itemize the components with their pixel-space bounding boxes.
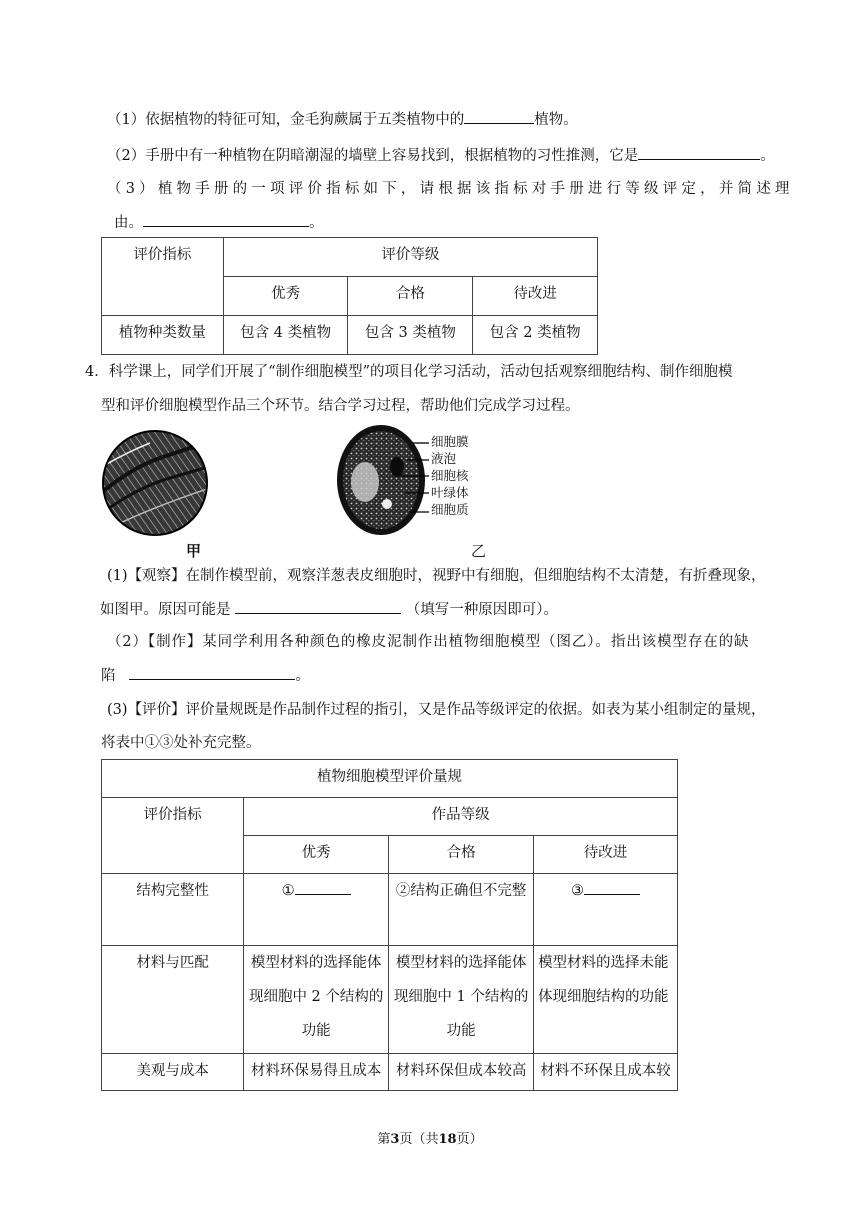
rubric-cell: 材料环保但成本较高 xyxy=(389,1054,534,1091)
rubric-row-label: 美观与成本 xyxy=(102,1054,244,1091)
page-footer: 第3页（共18页） xyxy=(377,1132,483,1147)
q3-grade-excellent: 优秀 xyxy=(223,277,348,316)
page-total: 18 xyxy=(438,1132,457,1147)
rubric-cell: 材料不环保且成本较 xyxy=(534,1054,678,1091)
rubric-level-improve: 待改进 xyxy=(534,836,678,874)
q3-row-label: 植物种类数量 xyxy=(102,316,224,355)
q4-sub2-line1: （2）【制作】某同学利用各种颜色的橡皮泥制作出植物细胞模型（图乙）。指出该模型存在的缺 xyxy=(107,634,750,650)
rubric-level-excellent: 优秀 xyxy=(244,836,389,874)
rubric-cell: 模型材料的选择能体现细胞中 1 个结构的功能 xyxy=(389,946,534,1054)
q3-grade-pass: 合格 xyxy=(348,277,473,316)
q4-sub2-line2: 陷 。 xyxy=(101,665,310,686)
q3-evaluation-table xyxy=(101,237,598,355)
q4-sub1-line1: (1)【观察】在制作模型前，观察洋葱表皮细胞时，视野中有细胞，但细胞结构不太清楚，有折叠现象， xyxy=(107,568,766,584)
q4-sub1-line2: 如图甲。原因可能是 （填写一种原因即可）。 xyxy=(100,599,558,620)
rubric-row-label: 结构完整性 xyxy=(102,874,244,946)
q3-row-value: 包含 2 类植物 xyxy=(473,316,598,355)
rubric-header-level: 作品等级 xyxy=(244,798,678,836)
rubric-cell: 模型材料的选择能体现细胞中 2 个结构的功能 xyxy=(244,946,389,1054)
q3-part2-blank[interactable] xyxy=(638,145,760,160)
q4-sub3-line1: (3)【评价】评价量规既是作品制作过程的指引，又是作品等级评定的依据。如表为某小组制定的量规， xyxy=(107,702,766,718)
q3-part3-line1: （3）植物手册的一项评价指标如下，请根据该指标对手册进行等级评定，并简述理 xyxy=(107,181,794,197)
q3-part1: （1）依据植物的特征可知，金毛狗蕨属于五类植物中的 植物。 xyxy=(107,109,578,130)
q3-header-indicator: 评价指标 xyxy=(102,238,224,316)
onion-epidermis-micrograph xyxy=(100,428,210,538)
q3-grade-improve: 待改进 xyxy=(473,277,598,316)
q4-intro-line2: 型和评价细胞模型作品三个环节。结合学习过程，帮助他们完成学习过程。 xyxy=(101,398,580,414)
rubric-row-label: 材料与匹配 xyxy=(102,946,244,1054)
figure-label-yi: 乙 xyxy=(471,542,487,560)
q3-part2: （2）手册中有一种植物在阴暗潮湿的墙壁上容易找到，根据植物的习性推测，它是 。 xyxy=(107,145,775,166)
q3-row-value: 包含 3 类植物 xyxy=(348,316,473,355)
callout-cytoplasm: 细胞质 xyxy=(431,502,469,517)
callout-nucleus: 细胞核 xyxy=(431,468,469,483)
figure-yi xyxy=(335,422,510,572)
q3-row-value: 包含 4 类植物 xyxy=(223,316,348,355)
q3-part3-line2: 由。 。 xyxy=(114,212,324,233)
rubric-table xyxy=(101,759,678,1091)
callout-chloroplast: 叶绿体 xyxy=(431,485,469,500)
rubric-cell-blank-3: ③ xyxy=(534,874,678,946)
q4-sub2-blank[interactable] xyxy=(129,665,295,680)
figure-jia xyxy=(100,428,210,568)
page-number: 3 xyxy=(390,1132,400,1147)
q4-sub1-blank[interactable] xyxy=(235,599,401,614)
cell-callout-labels xyxy=(431,433,469,518)
rubric-blank-3[interactable] xyxy=(584,880,640,895)
q4-sub3-line2: 将表中①③处补充完整。 xyxy=(101,735,261,751)
figure-label-jia: 甲 xyxy=(186,542,202,560)
rubric-cell: 材料环保易得且成本 xyxy=(244,1054,389,1091)
q4-intro-line1: 4．科学课上，同学们开展了“制作细胞模型”的项目化学习活动，活动包括观察细胞结构、制作细胞模 xyxy=(85,364,733,380)
rubric-cell: 模型材料的选择未能体现细胞结构的功能 xyxy=(534,946,678,1054)
rubric-blank-1[interactable] xyxy=(295,880,351,895)
plant-cell-model-photo xyxy=(335,422,510,542)
callout-vacuole: 液泡 xyxy=(431,451,457,466)
q3-part1-blank[interactable] xyxy=(464,109,534,124)
callout-cell-membrane: 细胞膜 xyxy=(431,434,469,449)
rubric-cell-blank-1: ① xyxy=(244,874,389,946)
q3-header-grade: 评价等级 xyxy=(223,238,597,277)
rubric-level-pass: 合格 xyxy=(389,836,534,874)
q3-part3-blank[interactable] xyxy=(143,212,309,227)
rubric-title: 植物细胞模型评价量规 xyxy=(102,760,678,798)
rubric-cell: ②结构正确但不完整 xyxy=(389,874,534,946)
rubric-header-indicator: 评价指标 xyxy=(102,798,244,874)
